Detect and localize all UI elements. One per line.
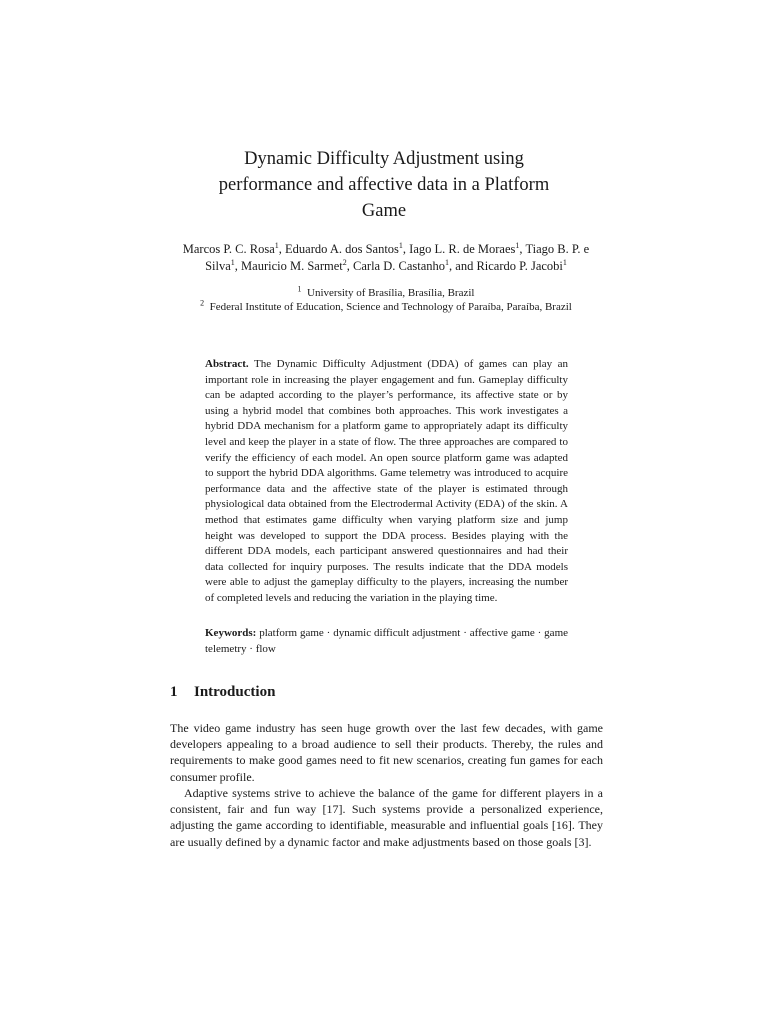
author: Eduardo A. dos Santos$^1$ — [285, 240, 403, 256]
abstract-label: Abstract. — [205, 358, 249, 370]
body-paragraph-1: The video game industry has seen huge growth over the last few decades, with game developers appealing to a broad audience to sell their products. Thereby, the rules and requirements to make good games need to fit new scenarios, creating fun games for each consumer profile. — [170, 721, 603, 784]
author: Carla D. Castanho$^1$ — [353, 257, 450, 273]
affiliation-1 — [160, 286, 612, 300]
section-title: Introduction — [194, 684, 276, 700]
affiliation-text: University of Brasília, Brasília, Brazil — [307, 287, 475, 299]
affiliation-mark: 2 — [200, 298, 205, 308]
affiliation-mark: 1 — [297, 284, 302, 294]
title-line-2: performance and affective data in a Platform — [218, 175, 550, 195]
paper-title — [160, 146, 608, 224]
title-line-3: Game — [361, 201, 407, 221]
section-heading — [170, 682, 275, 702]
section-number: 1 — [170, 684, 178, 700]
body-paragraph-2: Adaptive systems strive to achieve the balance of the game for different players in a consistent, fair and fun way [17]. Such systems provide a personalized experience, adjusting the game according to identifiable, measurable and influential goals [16]. They are usually defined by a dynamic factor and make adjustments based on those goals [3]. — [170, 786, 603, 849]
title-line-1: Dynamic Difficulty Adjustment using — [244, 149, 524, 169]
author: Tiago B. P. e Silva$^1$ — [205, 242, 590, 273]
abstract — [205, 357, 568, 607]
author: Iago L. R. de Moraes$^1$ — [409, 240, 520, 256]
author: Marcos P. C. Rosa$^1$ — [182, 240, 279, 256]
author-list: Marcos P. C. Rosa$^1$, Eduardo A. dos Santos$^1$, Iago L. R. de Moraes$^1$, Tiago B. P. e Silva$^1$, Mauricio M. Sarmet$^2$, Carla D. Castanho$^1$, and Ricardo P. Jacobi$^1$ — [182, 240, 590, 273]
affiliation-text: Federal Institute of Education, Science and Technology of Paraíba, Paraíba, Brazil — [209, 301, 572, 313]
author: Mauricio M. Sarmet$^2$ — [241, 257, 347, 273]
author: Ricardo P. Jacobi$^1$ — [476, 257, 567, 273]
keywords — [205, 626, 568, 657]
affiliation-2 — [160, 300, 612, 314]
abstract-text: The Dynamic Difficulty Adjustment (DDA) of games can play an important role in increasing the player engagement and fun. Gameplay difficulty can be adapted according to the player’s performance, its affective state or by using a hybrid model that combines both approaches. This work investigates a hybrid DDA mechanism for a platform game to appropriately adapt its difficulty level and keep the player in a state of flow. The three approaches are compared to verify the efficiency of each model. An open source platform game was adapted to support the hybrid DDA algorithms. Game telemetry was introduced to acquire performance data and the affective state of the player is estimated through physiological data obtained from the Electrodermal Activity (EDA) of the skin. A method that estimates game difficulty when varying platform size and jump height was developed to support the DDA process. Besides playing with the different DDA models, each participant answered questionnaires and had their data collected for inquiry purposes. The results indicate that the DDA models were able to adjust the gameplay difficulty to the players, increasing the number of completed levels and reducing the variation in the playing time. — [205, 358, 568, 604]
keywords-text: platform game · dynamic difficult adjustment · affective game · game telemetry · flow — [205, 627, 569, 655]
keywords-label: Keywords: — [205, 627, 257, 639]
